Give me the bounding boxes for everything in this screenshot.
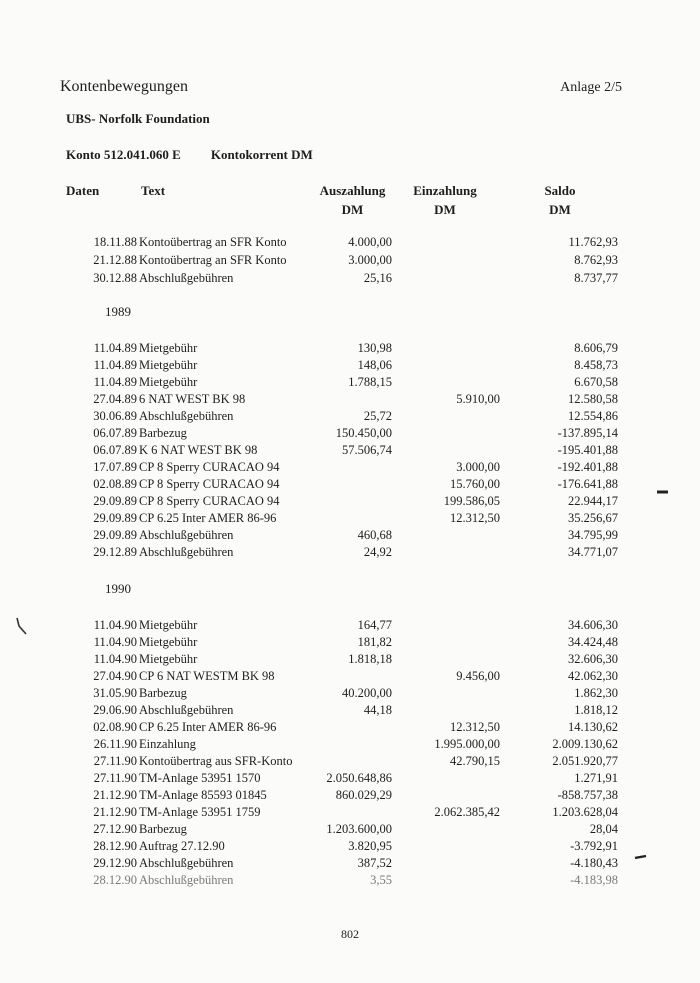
row-in: 12.312,50	[450, 511, 500, 525]
row-date: 27.11.90	[93, 754, 137, 768]
row-balance: 1.818,12	[574, 703, 618, 717]
row-text: K 6 NAT WEST BK 98	[139, 443, 258, 457]
row-text: Mietgebühr	[139, 375, 198, 389]
column-header-out-label: Auszahlung	[319, 183, 386, 198]
row-text: TM-Anlage 85593 01845	[139, 788, 267, 802]
row-balance: -4.183,98	[570, 873, 618, 887]
table-row	[0, 458, 700, 476]
column-header-in	[380, 181, 510, 219]
row-text: Barbezug	[139, 686, 187, 700]
row-date: 06.07.89	[93, 443, 137, 457]
row-date: 11.04.90	[93, 652, 137, 666]
row-out: 3.820,95	[348, 839, 392, 853]
row-balance: -137.895,14	[557, 426, 618, 440]
table-row	[0, 373, 700, 391]
row-date: 27.04.89	[93, 392, 137, 406]
row-date: 18.11.88	[93, 235, 137, 249]
row-date: 31.05.90	[93, 686, 137, 700]
row-date: 11.04.90	[93, 618, 137, 632]
row-out: 4.000,00	[348, 235, 392, 249]
row-text: Abschlußgebühren	[139, 703, 234, 717]
table-row	[0, 735, 700, 753]
row-balance: 22.944,17	[568, 494, 618, 508]
row-date: 11.04.89	[93, 358, 137, 372]
row-in: 15.760,00	[450, 477, 500, 491]
row-out: 2.050.648,86	[326, 771, 392, 785]
row-balance: 2.009.130,62	[552, 737, 618, 751]
table-row	[0, 650, 700, 668]
row-out: 1.788,15	[348, 375, 392, 389]
row-text: TM-Anlage 53951 1570	[139, 771, 261, 785]
row-balance: 2.051.920,77	[552, 754, 618, 768]
column-header-date-label: Daten	[66, 183, 100, 198]
margin-dash-mark	[634, 853, 648, 861]
row-balance: 11.762,93	[568, 235, 618, 249]
table-row	[0, 786, 700, 804]
row-text: CP 8 Sperry CURACAO 94	[139, 477, 280, 491]
row-in: 3.000,00	[456, 460, 500, 474]
row-date: 11.04.90	[93, 635, 137, 649]
row-date: 30.12.88	[93, 271, 137, 285]
row-date: 28.12.90	[93, 873, 137, 887]
table-row	[0, 803, 700, 821]
row-balance: 1.203.628,04	[552, 805, 618, 819]
row-date: 27.12.90	[93, 822, 137, 836]
row-text: Abschlußgebühren	[139, 528, 234, 542]
row-balance: 28,04	[589, 822, 618, 836]
row-out: 130,98	[357, 341, 392, 355]
row-date: 29.09.89	[93, 494, 137, 508]
column-header-in-label: Einzahlung	[413, 183, 477, 198]
table-row	[0, 684, 700, 702]
row-text: Kontoübertrag aus SFR-Konto	[139, 754, 293, 768]
row-date: 21.12.88	[93, 253, 137, 267]
row-text: TM-Anlage 53951 1759	[139, 805, 261, 819]
column-header-out-unit: DM	[341, 202, 364, 217]
row-balance: -195.401,88	[557, 443, 618, 457]
row-date: 27.04.90	[93, 669, 137, 683]
row-balance: 8.737,77	[574, 271, 618, 285]
page-number: 802	[341, 927, 359, 941]
row-date: 30.06.89	[93, 409, 137, 423]
row-date: 11.04.89	[93, 375, 137, 389]
table-row	[0, 752, 700, 770]
row-balance: -4.180,43	[570, 856, 618, 870]
row-date: 21.12.90	[93, 788, 137, 802]
row-text: Abschlußgebühren	[139, 409, 234, 423]
row-balance: 1.862,30	[574, 686, 618, 700]
table-row	[0, 339, 700, 357]
table-row	[0, 769, 700, 787]
row-out: 24,92	[363, 545, 392, 559]
row-balance: -176.641,88	[557, 477, 618, 491]
row-out: 25,72	[363, 409, 392, 423]
row-text: Barbezug	[139, 426, 187, 440]
row-balance: -3.792,91	[570, 839, 618, 853]
document-title: Kontenbewegungen	[60, 78, 188, 95]
row-date: 29.12.90	[93, 856, 137, 870]
row-balance: 42.062,30	[568, 669, 618, 683]
table-row	[0, 718, 700, 736]
row-out: 1.818,18	[348, 652, 392, 666]
row-balance: 8.606,79	[574, 341, 618, 355]
row-out: 1.203.600,00	[326, 822, 392, 836]
row-balance: 14.130,62	[568, 720, 618, 734]
row-text: Abschlußgebühren	[139, 856, 234, 870]
row-balance: 12.554,86	[568, 409, 618, 423]
table-row	[0, 820, 700, 838]
column-header-date	[66, 181, 99, 200]
account-line	[66, 147, 313, 163]
row-text: Einzahlung	[139, 737, 196, 751]
row-out: 148,06	[357, 358, 392, 372]
row-out: 25,16	[363, 271, 392, 285]
row-balance: 34.795,99	[568, 528, 618, 542]
row-text: CP 6.25 Inter AMER 86-96	[139, 511, 277, 525]
table-row	[0, 407, 700, 425]
table-row	[0, 701, 700, 719]
row-text: Auftrag 27.12.90	[139, 839, 225, 853]
row-text: Mietgebühr	[139, 652, 198, 666]
row-text: Mietgebühr	[139, 618, 198, 632]
table-row	[0, 509, 700, 527]
row-balance: 34.606,30	[568, 618, 618, 632]
row-in: 1.995.000,00	[434, 737, 500, 751]
row-out: 460,68	[357, 528, 392, 542]
row-balance: 35.256,67	[568, 511, 618, 525]
table-row	[0, 356, 700, 374]
column-header-balance-label: Saldo	[544, 183, 576, 198]
table-row	[0, 233, 700, 251]
table-row	[0, 492, 700, 510]
row-date: 11.04.89	[93, 341, 137, 355]
column-header-balance-unit: DM	[549, 202, 571, 217]
row-date: 29.09.89	[93, 528, 137, 542]
row-out: 44,18	[363, 703, 392, 717]
row-out: 3,55	[370, 873, 392, 887]
year-heading-1990: 1990	[105, 581, 131, 596]
row-date: 29.09.89	[93, 511, 137, 525]
table-row	[0, 871, 700, 889]
table-row	[0, 633, 700, 651]
foundation-name: UBS- Norfolk Foundation	[66, 111, 210, 126]
row-out: 387,52	[357, 856, 392, 870]
row-in: 9.456,00	[456, 669, 500, 683]
table-row	[0, 543, 700, 561]
row-date: 26.11.90	[93, 737, 137, 751]
row-date: 29.12.89	[93, 545, 137, 559]
row-balance: -192.401,88	[557, 460, 618, 474]
table-row	[0, 667, 700, 685]
row-date: 27.11.90	[93, 771, 137, 785]
table-row	[0, 526, 700, 544]
column-header-text-label: Text	[141, 183, 166, 198]
row-text: CP 8 Sperry CURACAO 94	[139, 494, 280, 508]
column-header-text	[141, 181, 165, 200]
row-date: 28.12.90	[93, 839, 137, 853]
table-row	[0, 441, 700, 459]
table-row	[0, 424, 700, 442]
table-row	[0, 475, 700, 493]
row-text: Kontoübertrag an SFR Konto	[139, 253, 287, 267]
row-text: Mietgebühr	[139, 358, 198, 372]
table-row	[0, 390, 700, 408]
table-row	[0, 837, 700, 855]
row-text: Kontoübertrag an SFR Konto	[139, 235, 287, 249]
row-date: 21.12.90	[93, 805, 137, 819]
table-row	[0, 269, 700, 287]
row-date: 02.08.90	[93, 720, 137, 734]
row-text: Barbezug	[139, 822, 187, 836]
row-text: Mietgebühr	[139, 341, 198, 355]
row-date: 02.08.89	[93, 477, 137, 491]
row-text: CP 6.25 Inter AMER 86-96	[139, 720, 277, 734]
margin-tick-mark	[14, 616, 30, 638]
row-balance: 32.606,30	[568, 652, 618, 666]
row-balance: -858.757,38	[557, 788, 618, 802]
row-balance: 8.762,93	[574, 253, 618, 267]
table-row	[0, 854, 700, 872]
row-balance: 12.580,58	[568, 392, 618, 406]
account-type: Kontokorrent DM	[210, 147, 313, 162]
row-date: 06.07.89	[93, 426, 137, 440]
row-out: 164,77	[357, 618, 392, 632]
row-balance: 34.771,07	[568, 545, 618, 559]
row-balance: 8.458,73	[574, 358, 618, 372]
margin-dash-mark	[656, 488, 670, 496]
row-out: 40.200,00	[342, 686, 392, 700]
row-out: 57.506,74	[342, 443, 392, 457]
row-text: 6 NAT WEST BK 98	[139, 392, 246, 406]
row-out: 860.029,29	[335, 788, 392, 802]
row-text: CP 8 Sperry CURACAO 94	[139, 460, 280, 474]
row-text: Abschlußgebühren	[139, 545, 234, 559]
row-out: 181,82	[357, 635, 392, 649]
row-balance: 1.271,91	[574, 771, 618, 785]
table-row	[0, 251, 700, 269]
row-text: Abschlußgebühren	[139, 271, 234, 285]
row-text: Abschlußgebühren	[139, 873, 234, 887]
annex-label: Anlage 2/5	[560, 80, 622, 95]
table-row	[0, 616, 700, 634]
column-header-balance	[500, 181, 620, 219]
row-out: 150.450,00	[335, 426, 392, 440]
row-date: 29.06.90	[93, 703, 137, 717]
row-out: 3.000,00	[348, 253, 392, 267]
row-in: 199.586,05	[443, 494, 500, 508]
row-in: 2.062.385,42	[434, 805, 500, 819]
row-in: 5.910,00	[456, 392, 500, 406]
account-number: Konto 512.041.060 E	[66, 147, 181, 162]
row-balance: 6.670,58	[574, 375, 618, 389]
column-header-in-unit: DM	[434, 202, 456, 217]
row-balance: 34.424,48	[568, 635, 618, 649]
row-date: 17.07.89	[93, 460, 137, 474]
row-in: 42.790,15	[450, 754, 500, 768]
row-text: CP 6 NAT WESTM BK 98	[139, 669, 275, 683]
year-heading-1989: 1989	[105, 304, 131, 319]
row-in: 12.312,50	[450, 720, 500, 734]
row-text: Mietgebühr	[139, 635, 198, 649]
